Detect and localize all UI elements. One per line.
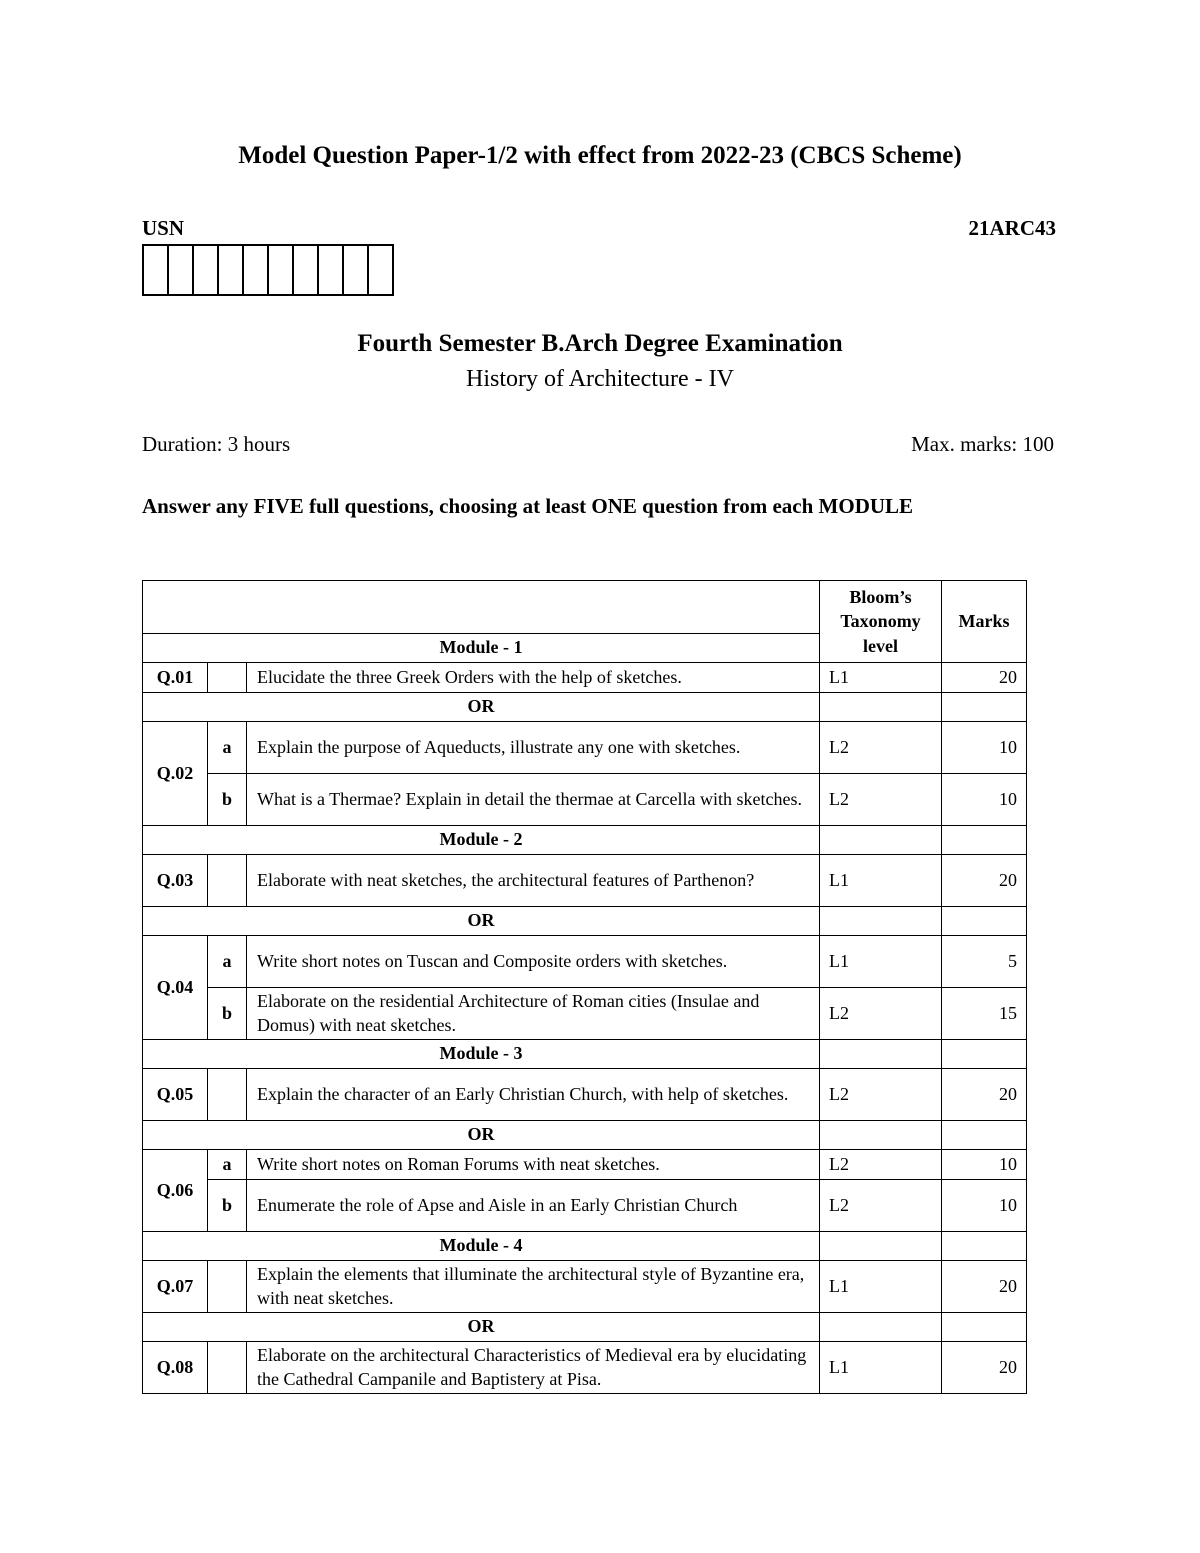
column-header-blooms: Bloom’s Taxonomy level [820, 581, 942, 663]
usn-digit-box [144, 246, 169, 294]
question-number: Q.07 [143, 1261, 208, 1313]
question-number: Q.08 [143, 1342, 208, 1394]
question-number: Q.02 [143, 722, 208, 826]
marks-value: 20 [942, 1069, 1027, 1121]
table-row [143, 1342, 1027, 1394]
table-row [143, 1150, 1027, 1180]
question-number: Q.05 [143, 1069, 208, 1121]
question-text: Write short notes on Tuscan and Composite orders with sketches. [247, 936, 820, 988]
page-title: Model Question Paper-1/2 with effect from 2022-23 (CBCS Scheme) [238, 142, 962, 169]
blooms-level: L2 [820, 1150, 942, 1180]
question-number: Q.04 [143, 936, 208, 1040]
blooms-level: L2 [820, 1180, 942, 1232]
sub-part [208, 855, 247, 907]
exam-title: Fourth Semester B.Arch Degree Examination [357, 330, 843, 357]
blooms-level: L2 [820, 774, 942, 826]
table-row [143, 722, 1027, 774]
or-separator: OR [143, 693, 820, 722]
module-heading: Module - 4 [143, 1232, 820, 1261]
sub-part: a [208, 1150, 247, 1180]
or-separator: OR [143, 1313, 820, 1342]
question-number: Q.01 [143, 663, 208, 693]
table-row [143, 988, 1027, 1040]
marks-value: 15 [942, 988, 1027, 1040]
table-row [143, 936, 1027, 988]
usn-digit-box [244, 246, 269, 294]
sub-part [208, 1069, 247, 1121]
question-text: What is a Thermae? Explain in detail the thermae at Carcella with sketches. [247, 774, 820, 826]
marks-value: 20 [942, 663, 1027, 693]
question-text: Elaborate with neat sketches, the architectural features of Parthenon? [247, 855, 820, 907]
question-number: Q.03 [143, 855, 208, 907]
instructions: Answer any FIVE full questions, choosing at least ONE question from each MODULE [142, 494, 914, 518]
blooms-level: L1 [820, 936, 942, 988]
blooms-level: L2 [820, 722, 942, 774]
sub-part: b [208, 774, 247, 826]
exam-subtitle: History of Architecture - IV [466, 366, 734, 392]
usn-digit-box [219, 246, 244, 294]
question-text: Elucidate the three Greek Orders with the help of sketches. [247, 663, 820, 693]
module-heading: Module - 2 [143, 826, 820, 855]
sub-part: b [208, 1180, 247, 1232]
question-text: Enumerate the role of Apse and Aisle in an Early Christian Church [247, 1180, 820, 1232]
max-marks: Max. marks: 100 [911, 432, 1054, 456]
usn-digit-box [344, 246, 369, 294]
table-row [143, 1180, 1027, 1232]
subject-code: 21ARC43 [968, 216, 1056, 240]
blooms-level: L2 [820, 988, 942, 1040]
sub-part [208, 1261, 247, 1313]
table-row [143, 1261, 1027, 1313]
question-table [142, 580, 1027, 1394]
table-row [143, 1069, 1027, 1121]
question-text: Elaborate on the architectural Characteristics of Medieval era by elucidating the Cathedral Campanile and Baptistery at Pisa. [247, 1342, 820, 1394]
or-separator: OR [143, 907, 820, 936]
marks-value: 10 [942, 1150, 1027, 1180]
or-separator: OR [143, 1121, 820, 1150]
question-text: Write short notes on Roman Forums with neat sketches. [247, 1150, 820, 1180]
marks-value: 5 [942, 936, 1027, 988]
usn-digit-box [319, 246, 344, 294]
table-row [143, 663, 1027, 693]
usn-digit-box [169, 246, 194, 294]
header-blank-cell [143, 581, 820, 634]
sub-part [208, 663, 247, 693]
sub-part [208, 1342, 247, 1394]
sub-part: a [208, 936, 247, 988]
question-text: Explain the character of an Early Christian Church, with help of sketches. [247, 1069, 820, 1121]
sub-part: a [208, 722, 247, 774]
usn-boxes [142, 244, 394, 296]
table-row [143, 774, 1027, 826]
blooms-level: L1 [820, 855, 942, 907]
marks-value: 20 [942, 855, 1027, 907]
blooms-level: L1 [820, 663, 942, 693]
module-heading: Module - 1 [143, 634, 820, 663]
usn-digit-box [194, 246, 219, 294]
usn-label: USN [142, 216, 185, 240]
marks-value: 10 [942, 1180, 1027, 1232]
module-heading: Module - 3 [143, 1040, 820, 1069]
question-text: Explain the purpose of Aqueducts, illustrate any one with sketches. [247, 722, 820, 774]
usn-digit-box [369, 246, 392, 294]
question-text: Elaborate on the residential Architecture of Roman cities (Insulae and Domus) with neat sketches. [247, 988, 820, 1040]
question-text: Explain the elements that illuminate the architectural style of Byzantine era, with neat sketches. [247, 1261, 820, 1313]
marks-value: 20 [942, 1342, 1027, 1394]
marks-value: 10 [942, 774, 1027, 826]
usn-digit-box [269, 246, 294, 294]
blooms-level: L1 [820, 1342, 942, 1394]
duration: Duration: 3 hours [142, 432, 291, 456]
usn-digit-box [294, 246, 319, 294]
marks-value: 20 [942, 1261, 1027, 1313]
blooms-level: L1 [820, 1261, 942, 1313]
column-header-marks: Marks [942, 581, 1027, 663]
sub-part: b [208, 988, 247, 1040]
blooms-level: L2 [820, 1069, 942, 1121]
marks-value: 10 [942, 722, 1027, 774]
table-row [143, 855, 1027, 907]
question-number: Q.06 [143, 1150, 208, 1232]
